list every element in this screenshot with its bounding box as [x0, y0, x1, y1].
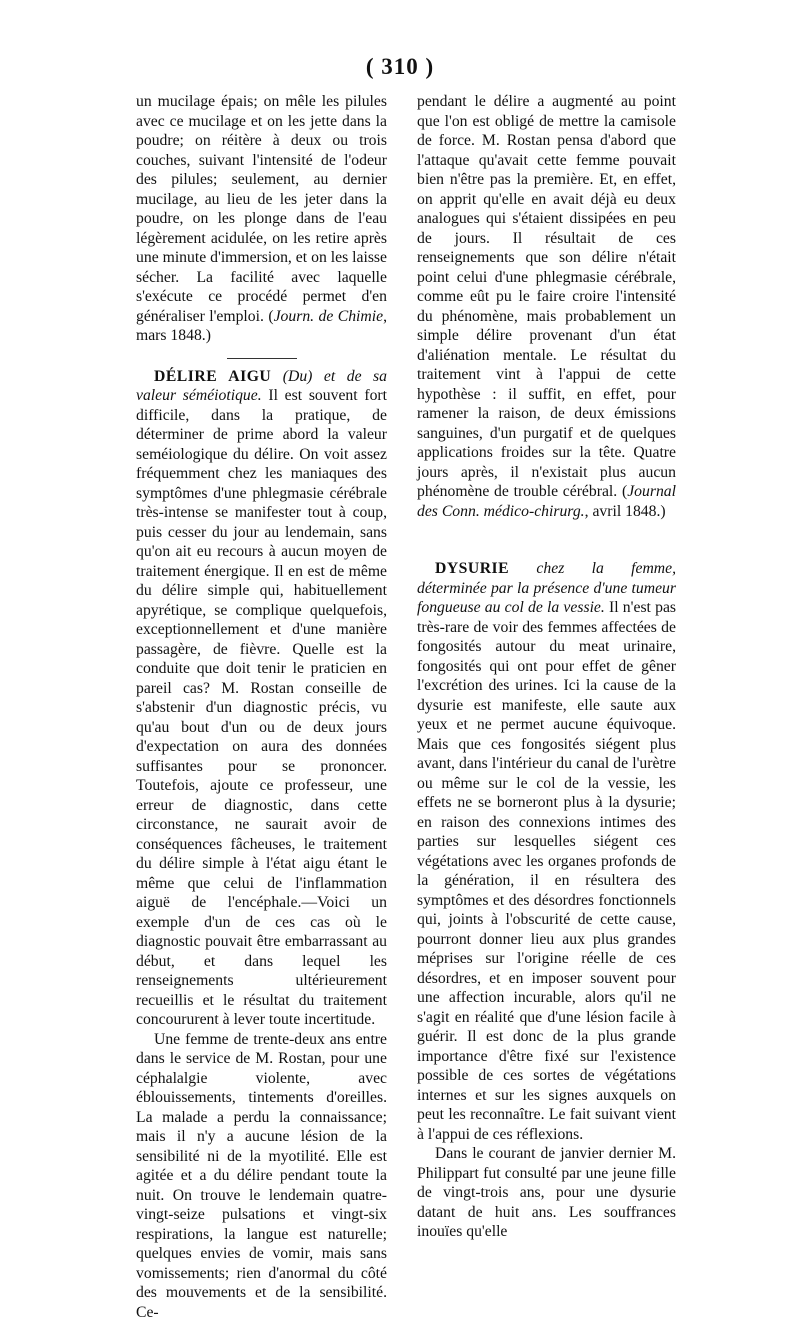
paragraph-continuation: pendant le délire a augmenté au point que l'on est obligé de mettre la camisole de force. M. Rostan pensa d'abord que l'attaque qu'avait cette femme pouvait bien n'être pas la première. Et, en effet, on apprit qu'elle en avait déjà eu deux analogues qui s'étaient dissipées en peu de jours. Il résultait de ces renseignements que son délire n'était point celui d'une phlegmasie cérébrale, comme eût pu le faire croire l'intensité du phénomène, mais probablement un simple délire provenant d'un état d'aliénation mentale. Le résultat du traitement vint à l'appui de cette hypothèse : il suffit, en effet, pour ramener la raison, de deux émissions sanguines, d'un purgatif et de quelques applications froides sur la tête. Quatre jours après, il n'existait plus aucun phénomène de trouble cérébral. (Journal des Conn. médico-chirurg., avril 1848.) — [417, 92, 676, 521]
article-delire-aigu — [136, 367, 387, 1030]
article-heading: DYSURIE — [435, 560, 509, 577]
article-dysurie — [417, 559, 676, 1144]
source-citation: Journal des Conn. médico-chirurg. — [417, 483, 676, 520]
article-body: Il est souvent fort difficile, dans la pratique, de déterminer de prime abord la valeur seméiologique du délire. On voit assez fréquemment chez les maniaques des symptômes d'une phlegmasie cérébrale très-intense se manifester tout à coup, puis cesser du jour au lendemain, sans qu'on ait eu recours à aucun moyen de traitement énergique. Il en est de même du délire simple qui, habituellement apyrétique, se complique quelquefois, exceptionnellement et d'une manière passagère, de fièvre. Quelle est la conduite que doit tenir le praticien en pareil cas? M. Rostan conseille de s'abstenir d'un diagnostic précis, vu qu'au bout d'un ou de deux jours d'expectation on aura des données suffisantes pour se prononcer. Toutefois, ajoute ce professeur, une erreur de diagnostic, dans cette circonstance, ne saurait avoir de conséquences fâcheuses, le traitement du délire simple à l'état aigu étant le même que celui de l'inflammation aiguë de l'encéphale.—Voici un exemple d'un de ces cas où le diagnostic pouvait être embarrassant au début, et dans lequel les renseignements ultérieurement recueillis et le résultat du traitement concoururent à lever toute incertitude. — [136, 387, 387, 1028]
right-column — [417, 92, 676, 1242]
left-column — [136, 92, 387, 1322]
article-subtitle: chez la femme, déterminée par la présence d'une tumeur fongueuse au col de la vessie. — [417, 560, 676, 616]
section-divider — [227, 358, 297, 359]
article-subtitle: (Du) et de sa valeur séméiotique. — [136, 368, 387, 405]
paragraph-case-report: Une femme de trente-deux ans entre dans le service de M. Rostan, pour une céphalalgie violente, avec éblouissements, tintements d'oreilles. La malade a perdu la connaissance; mais il n'y a aucune lésion de la sensibilité ni de la myotilité. Elle est agitée et a du délire pendant toute la nuit. On trouve le lendemain quatre-vingt-seize pulsations et vingt-six respirations, la langue est naturelle; quelques envies de vomir, mais sans vomissements; rien d'anormal du côté des mouvements et de la sensibilité. Ce- — [136, 1030, 387, 1322]
page-number: ( 310 ) — [0, 54, 800, 80]
article-heading: DÉLIRE AIGU — [154, 368, 271, 385]
paragraph-mucilage-text: un mucilage épais; on mêle les pilules avec ce mucilage et on les jette dans la poudre; on réitère à deux ou trois couches, suivant l'intensité de l'odeur des pilules; seulement, au dernier mucilage, au lieu de les jeter dans la poudre, on les plonge dans de l'eau légèrement acidulée, on les retire après une minute d'immersion, et on les laisse sécher. La facilité avec laquelle s'exécute ce procédé permet d'en généraliser l'emploi. — [136, 93, 387, 325]
source-citation: Journ. de Chimie — [274, 308, 384, 325]
paragraph-continuation-text: pendant le délire a augmenté au point que l'on est obligé de mettre la camisole de force. M. Rostan pensa d'abord que l'attaque qu'avait cette femme pouvait bien n'être pas la première. Et, en effet, on apprit qu'elle en avait déjà eu deux analogues qui s'étaient dissipées en peu de jours. Il résultait de ces renseignements que son délire n'était point celui d'une phlegmasie cérébrale, comme eût pu le faire croire l'intensité du phénomène, mais probablement un simple délire provenant d'un état d'aliénation mentale. Le résultat du traitement vint à l'appui de cette hypothèse : il suffit, en effet, pour ramener la raison, de deux émissions sanguines, d'un purgatif et de quelques applications froides sur la tête. Quatre jours après, il n'existait plus aucun phénomène de trouble cérébral. — [417, 93, 676, 500]
paragraph-philippart: Dans le courant de janvier dernier M. Philippart fut consulté par une jeune fille de vingt-trois ans, pour une dysurie datant de huit ans. Les souffrances inouïes qu'elle — [417, 1144, 676, 1242]
article-body: Il n'est pas très-rare de voir des femmes affectées de fongosités autour du meat urinaire, fongosités qui ont pour effet de gêner l'excrétion des urines. Ici la cause de la dysurie est manifeste, elle saute aux yeux et ne permet aucune équivoque. Mais que ces fongosités siégent plus avant, dans l'intérieur du canal de l'urètre ou même sur le col de la vessie, les effets ne se borneront plus à la dysurie; en raison des connexions intimes des parties sur lesquelles siégent ces végétations avec les organes profonds de la génération, il en résultera des symptômes et des désordres fonctionnels qui, joints à l'obscurité de cette cause, pourront donner lieu aux plus grandes méprises sur l'origine réelle de ces désordres, et en imposer souvent pour une affection incurable, alors qu'il ne s'agit en réalité que d'une lésion facile à guérir. Il est donc de la plus grande importance d'être fixé sur l'existence possible de ces sortes de végétations internes et sur les signes auxquels on peut les reconnaître. Le fait suivant vient à l'appui de ces réflexions. — [417, 599, 676, 1143]
section-spacer — [417, 521, 676, 559]
paragraph-mucilage: un mucilage épais; on mêle les pilules avec ce mucilage et on les jette dans la poudre; on réitère à deux ou trois couches, suivant l'intensité de l'odeur des pilules; seulement, au dernier mucilage, au lieu de les jeter dans la poudre, on les plonge dans de l'eau légèrement acidulée, on les retire après une minute d'immersion, et on les laisse sécher. La facilité avec laquelle s'exécute ce procédé permet d'en généraliser l'emploi. (Journ. de Chimie, mars 1848.) — [136, 92, 387, 346]
